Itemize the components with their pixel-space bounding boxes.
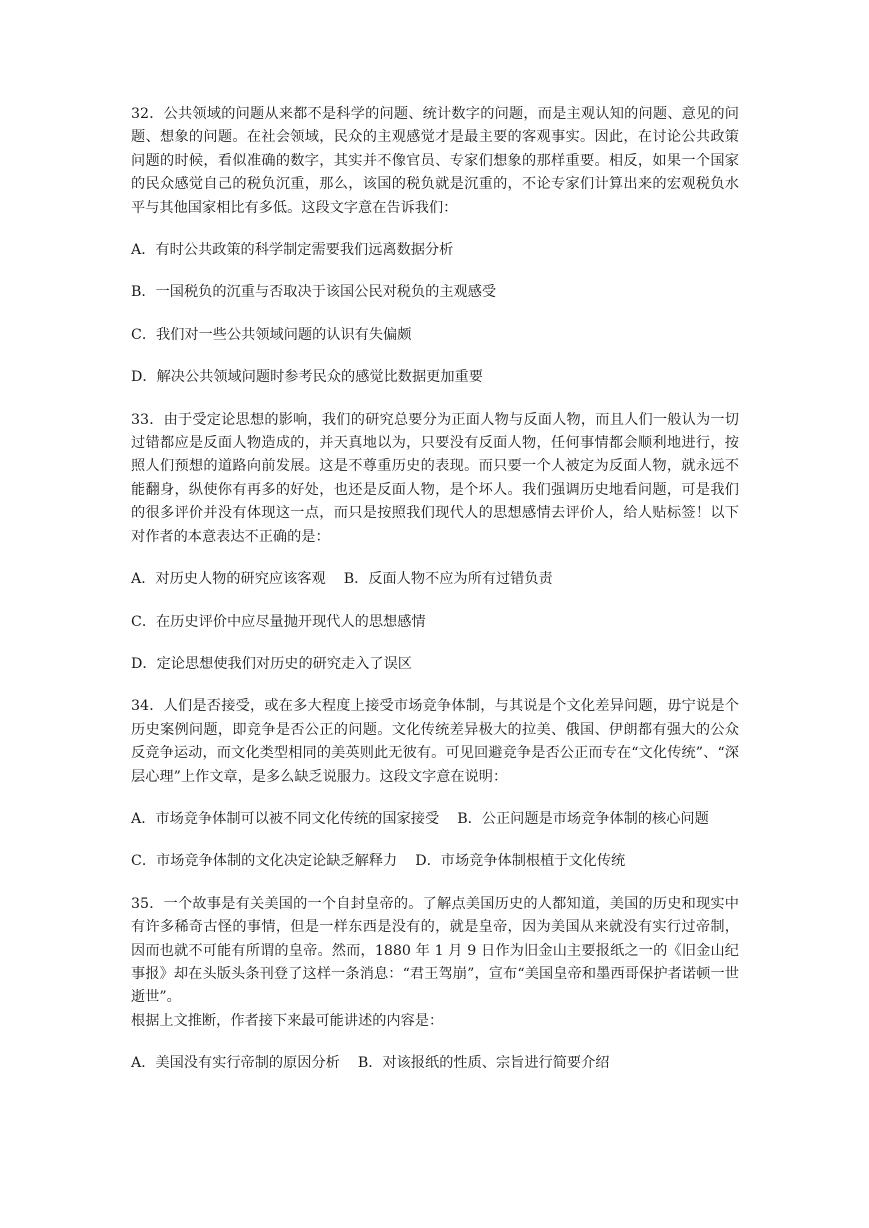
question-33-option-a: A．对历史人物的研究应该客观: [131, 571, 326, 588]
question-35-stem: 35．一个故事是有关美国的一个自封皇帝的。了解点美国历史的人都知道，美国的历史和现实中有许多稀奇古怪的事情，但是一样东西是没有的，就是皇帝，因为美国从来就没有实行过帝制，因而也就不可能有所谓的皇帝。然而，1880 年 1 月 9 日作为旧金山主要报纸之一的《旧金山纪事报》却在头版头条刊登了这样一条消息：“君王驾崩”，宣布“美国皇帝和墨西哥保护者诺顿一世逝世”。: [131, 895, 739, 1006]
question-33-option-c: C．在历史评价中应尽量抛开现代人的思想感情: [131, 613, 426, 630]
question-32-option-c: C．我们对一些公共领域问题的认识有失偏颇: [131, 326, 412, 343]
question-34-option-b: B．公正问题是市场竞争体制的核心问题: [457, 810, 709, 827]
question-33-option-b: B．反面人物不应为所有过错负责: [343, 571, 553, 588]
question-32-stem: 32．公共领域的问题从来都不是科学的问题、统计数字的问题，而是主观认知的问题、意见的问题、想象的问题。在社会领域，民众的主观感觉才是最主要的客观事实。因此，在讨论公共政策问题的时候，看似准确的数字，其实并不像官员、专家们想象的那样重要。相反，如果一个国家的民众感觉自己的税负沉重，那么，该国的税负就是沉重的，不论专家们计算出来的宏观税负水平与其他国家相比有多低。这段文字意在告诉我们：: [131, 106, 739, 216]
question-35-prompt: 根据上文推断，作者接下来最可能讲述的内容是：: [131, 1012, 444, 1029]
question-32-option-d: D．解决公共领域问题时参考民众的感觉比数据更加重要: [131, 369, 483, 386]
question-35-options-ab: [131, 1052, 739, 1075]
document-page: [131, 103, 739, 1095]
question-33-option-d: D．定论思想使我们对历史的研究走入了误区: [131, 655, 412, 672]
question-32-option-a: A．有时公共政策的科学制定需要我们远离数据分析: [131, 242, 454, 259]
question-35-option-b: B．对该报纸的性质、宗旨进行简要介绍: [357, 1055, 610, 1072]
question-34-option-d: D．市场竞争体制根植于文化传统: [415, 853, 626, 870]
question-33-stem: 33．由于受定论思想的影响，我们的研究总要分为正面人物与反面人物，而且人们一般认为一切过错都应是反面人物造成的，并天真地以为，只要没有反面人物，任何事情都会顺利地进行，按照人们预想的道路向前发展。这是不尊重历史的表现。而只要一个人被定为反面人物，就永远不能翻身，纵使你有再多的好处，也还是反面人物，是个坏人。我们强调历史地看问题，可是我们的很多评价并没有体现这一点，而只是按照我们现代人的思想感情去评价人，给人贴标签！以下对作者的本意表达不正确的是：: [131, 411, 739, 545]
question-32-option-b: B．一国税负的沉重与否取决于该国公民对税负的主观感受: [131, 284, 497, 301]
question-34-options-cd: [131, 850, 739, 873]
question-33-options-ab: [131, 568, 739, 591]
question-34-options-ab: [131, 808, 739, 831]
question-34-option-c: C．市场竞争体制的文化决定论缺乏解释力: [131, 853, 398, 870]
question-34-stem: 34．人们是否接受，或在多大程度上接受市场竞争体制，与其说是个文化差异问题，毋宁说是个历史案例问题，即竞争是否公正的问题。文化传统差异极大的拉美、俄国、伊朗都有强大的公众反竞争运动，而文化类型相同的美英则此无彼有。可见回避竞争是否公正而专在“文化传统”、“深层心理”上作文章，是多么缺乏说服力。这段文字意在说明：: [131, 698, 739, 785]
question-34-option-a: A．市场竞争体制可以被不同文化传统的国家接受: [131, 810, 440, 827]
question-35-option-a: A．美国没有实行帝制的原因分析: [131, 1055, 340, 1072]
